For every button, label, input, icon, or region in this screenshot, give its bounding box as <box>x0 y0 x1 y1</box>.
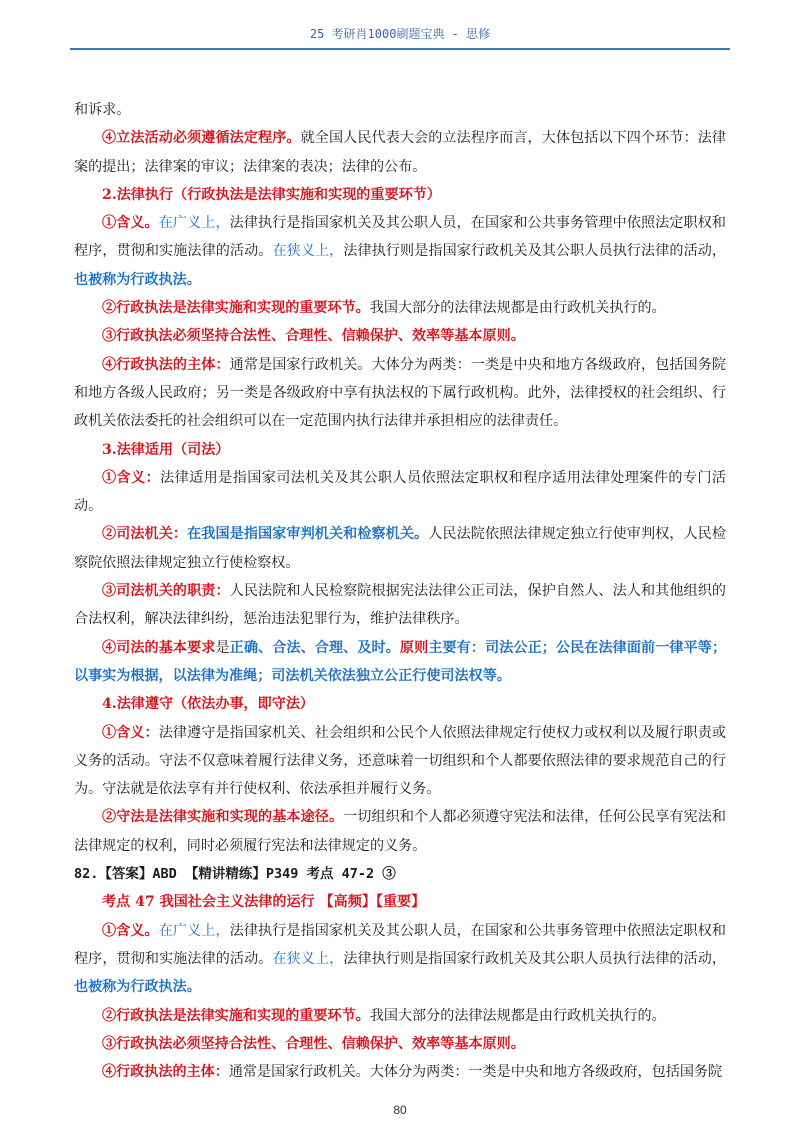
paragraph-continuation: 和诉求。 <box>74 102 131 118</box>
page-number: 80 <box>393 1103 407 1117</box>
page-body <box>74 96 726 1086</box>
header-rule <box>70 48 730 50</box>
section-heading-law-application: 3.法律适用（司法） <box>102 441 230 458</box>
section-heading-law-compliance: 4.法律遵守（依法办事，即守法） <box>102 696 315 713</box>
paragraph-execution-definition: ①含义。在广义上，法律执行是指国家机关及其公职人员，在国家和公共事务管理中依照法定职权和程序，贯彻和实施法律的活动。在狭义上，法律执行则是指国家行政机关及其公职人员执行法律的活动，也被称为行政执法。 <box>74 215 727 288</box>
paragraph-judicial-organs: ②司法机关：在我国是指国家审判机关和检察机关。人民法院依照法律规定独立行使审判权，人民检察院依照法律规定独立行使检察权。 <box>74 526 727 571</box>
key-point: ④立法活动必须遵循法定程序。 <box>102 130 301 147</box>
paragraph-execution-subject: ④行政执法的主体：通常是国家行政机关。大体分为两类：一类是中央和地方各级政府，包括国务院和地方各级人民政府；另一类是各级政府中享有执法权的下属行政机构。此外，法律授权的社会组织、行政机关依法委托的社会组织可以在一定范围内执行法律并承担相应的法律责任。 <box>74 356 726 430</box>
topic-47-heading: 考点 47 我国社会主义法律的运行 【高频】【重要】 <box>102 894 426 911</box>
answer-82: 82.【答案】ABD 【精讲精练】P349 考点 47-2 ③ <box>74 866 396 883</box>
paragraph-judicial-duties: ③司法机关的职责：人民法院和人民检察院根据宪法法律公正司法，保护自然人、法人和其他组织的合法权利，解决法律纠纷，惩治违法犯罪行为，维护法律秩序。 <box>74 583 726 628</box>
paragraph-execution-subject-repeat: ④行政执法的主体：通常是国家行政机关。大体分为两类：一类是中央和地方各级政府，包括国务院 <box>102 1064 723 1081</box>
paragraph-execution-principles: ③行政执法必须坚持合法性、合理性、信赖保护、效率等基本原则。 <box>102 328 525 345</box>
running-header: 25 考研肖1000刷题宝典 - 思修 <box>309 27 491 41</box>
paragraph-legislative-procedure: ④立法活动必须遵循法定程序。就全国人民代表大会的立法程序而言，大体包括以下四个环节：法律案的提出；法律案的审议；法律案的表决；法律的公布。 <box>74 130 727 175</box>
paragraph-compliance-definition: ①含义：法律遵守是指国家机关、社会组织和公民个人依照法律规定行使权力或权利以及履行职责或义务的活动。守法不仅意味着履行法律义务，还意味着一切组织和个人都要依照法律的要求规范自己的行为。守法就是依法享有并行使权利、依法承担并履行义务。 <box>74 724 727 798</box>
paragraph-execution-definition-repeat: ①含义。在广义上，法律执行是指国家机关及其公职人员，在国家和公共事务管理中依照法定职权和程序，贯彻和实施法律的活动。在狭义上，法律执行则是指国家行政机关及其公职人员执行法律的活动，也被称为行政执法。 <box>74 922 727 996</box>
paragraph-compliance-path: ②守法是法律实施和实现的基本途径。一切组织和个人都必须遵守宪法和法律，任何公民享有宪法和法律规定的权利，同时必须履行宪法和法律规定的义务。 <box>74 809 726 854</box>
paragraph-application-definition: ①含义：法律适用是指国家司法机关及其公职人员依照法定职权和程序适用法律处理案件的专门活动。 <box>74 469 727 515</box>
paragraph-execution-principles-repeat: ③行政执法必须坚持合法性、合理性、信赖保护、效率等基本原则。 <box>102 1035 525 1052</box>
section-heading-law-execution: 2.法律执行（行政执法是法律实施和实现的重要环节） <box>102 186 441 203</box>
paragraph-execution-importance: ②行政执法是法律实施和实现的重要环节。我国大部分的法律法规都是由行政机关执行的。 <box>102 300 666 317</box>
paragraph-judicial-requirements: ④司法的基本要求是正确、合法、合理、及时。原则主要有：司法公正；公民在法律面前一律平等；以事实为根据，以法律为准绳；司法机关依法独立公正行使司法权等。 <box>74 639 727 684</box>
paragraph-execution-importance-repeat: ②行政执法是法律实施和实现的重要环节。我国大部分的法律法规都是由行政机关执行的。 <box>102 1007 666 1024</box>
